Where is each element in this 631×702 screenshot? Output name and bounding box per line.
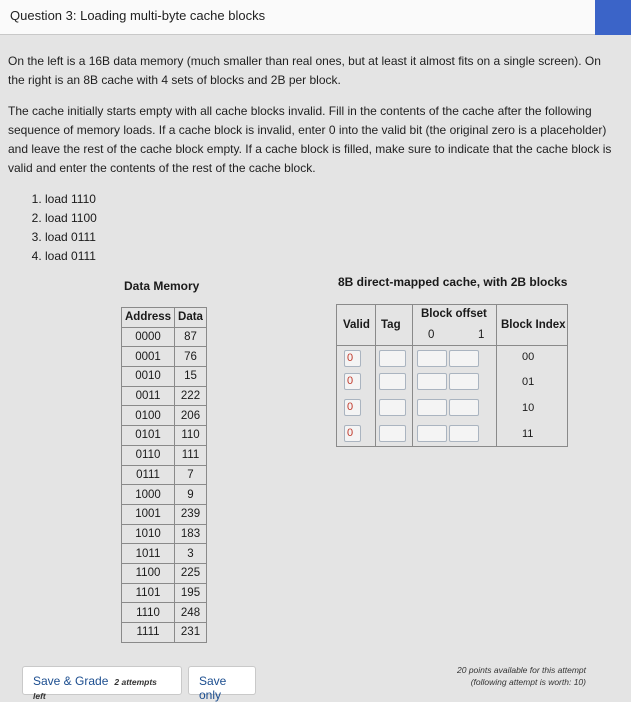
address-header: Address: [122, 308, 175, 328]
address-cell: 1001: [122, 504, 175, 524]
table-row: [122, 524, 207, 544]
table-row: [122, 327, 207, 347]
address-cell: 0101: [122, 426, 175, 446]
block-index-header: Block Index: [501, 319, 566, 331]
table-row: [122, 347, 207, 367]
data-cell: 3: [175, 544, 207, 564]
byte1-input-01[interactable]: [449, 373, 479, 390]
save-only-button[interactable]: Save only: [188, 666, 256, 695]
load-sequence-list: [25, 190, 97, 266]
address-cell: 0110: [122, 445, 175, 465]
tag-input-01[interactable]: [379, 373, 406, 390]
save-and-grade-button[interactable]: [22, 666, 182, 701]
points-next-attempt: (following attempt is worth: 10): [470, 677, 586, 687]
data-cell: 195: [175, 583, 207, 603]
valid-header: Valid: [343, 319, 370, 331]
table-row: [122, 603, 207, 623]
column-divider: [375, 305, 376, 446]
question-title: Question 3: Loading multi-byte cache blocks: [10, 8, 266, 23]
data-cell: 9: [175, 485, 207, 505]
column-divider: [496, 305, 497, 446]
address-cell: 0000: [122, 327, 175, 347]
address-cell: 0001: [122, 347, 175, 367]
byte0-input-11[interactable]: [417, 425, 447, 442]
table-row: [122, 386, 207, 406]
data-memory-title: Data Memory: [124, 279, 200, 293]
table-row: [122, 367, 207, 387]
tag-input-10[interactable]: [379, 399, 406, 416]
data-cell: 239: [175, 504, 207, 524]
address-cell: 1111: [122, 623, 175, 643]
valid-bit-input-10[interactable]: 0: [344, 399, 361, 416]
table-row: [122, 544, 207, 564]
question-header: [0, 0, 631, 35]
valid-bit-input-11[interactable]: 0: [344, 425, 361, 442]
table-row: [122, 485, 207, 505]
data-cell: 206: [175, 406, 207, 426]
byte0-input-00[interactable]: [417, 350, 447, 367]
address-cell: 1101: [122, 583, 175, 603]
tag-header: Tag: [381, 319, 401, 331]
save-and-grade-label: Save & Grade: [33, 674, 109, 688]
header-divider: [337, 345, 567, 346]
data-cell: 222: [175, 386, 207, 406]
table-row: [122, 504, 207, 524]
data-cell: 231: [175, 623, 207, 643]
table-row: [122, 623, 207, 643]
address-cell: 1011: [122, 544, 175, 564]
address-cell: 0111: [122, 465, 175, 485]
byte0-input-10[interactable]: [417, 399, 447, 416]
attempts-left-label: 2 attempts left: [33, 677, 157, 701]
data-cell: 87: [175, 327, 207, 347]
table-row: [122, 563, 207, 583]
data-cell: 183: [175, 524, 207, 544]
data-cell: 110: [175, 426, 207, 446]
block-index-01: 01: [522, 376, 535, 388]
tag-input-00[interactable]: [379, 350, 406, 367]
table-row: [122, 445, 207, 465]
byte1-input-00[interactable]: [449, 350, 479, 367]
block-index-00: 00: [522, 351, 535, 363]
points-info: [457, 664, 586, 688]
list-item: 3. load 0111: [45, 228, 97, 247]
address-cell: 1110: [122, 603, 175, 623]
data-cell: 7: [175, 465, 207, 485]
cache-table: [336, 304, 568, 447]
offset-1-header: 1: [478, 329, 485, 341]
valid-bit-input-01[interactable]: 0: [344, 373, 361, 390]
byte1-input-10[interactable]: [449, 399, 479, 416]
data-memory-table: [121, 307, 207, 643]
intro-paragraph-1: On the left is a 16B data memory (much smaller than real ones, but at least it almost fits on a single screen). On the right is an 8B cache with 4 sets of blocks and 2B per block.: [8, 54, 601, 87]
data-header: Data: [175, 308, 207, 328]
points-available: 20 points available for this attempt: [457, 665, 586, 675]
tag-input-11[interactable]: [379, 425, 406, 442]
address-cell: 1000: [122, 485, 175, 505]
data-cell: 225: [175, 563, 207, 583]
block-index-11: 11: [522, 428, 534, 440]
list-item: 4. load 0111: [45, 247, 97, 266]
data-cell: 15: [175, 367, 207, 387]
address-cell: 1100: [122, 563, 175, 583]
header-accent: [595, 0, 631, 35]
table-row: [122, 406, 207, 426]
block-index-10: 10: [522, 402, 535, 414]
block-offset-header: Block offset: [421, 308, 487, 320]
list-item: 2. load 1100: [45, 209, 97, 228]
valid-bit-input-00[interactable]: 0: [344, 350, 361, 367]
address-cell: 0010: [122, 367, 175, 387]
byte0-input-01[interactable]: [417, 373, 447, 390]
data-cell: 248: [175, 603, 207, 623]
data-cell: 111: [175, 445, 207, 465]
column-divider: [412, 305, 413, 446]
cache-title: 8B direct-mapped cache, with 2B blocks: [338, 275, 568, 289]
data-cell: 76: [175, 347, 207, 367]
address-cell: 0011: [122, 386, 175, 406]
offset-0-header: 0: [428, 329, 435, 341]
table-row: [122, 426, 207, 446]
table-row: [122, 465, 207, 485]
address-cell: 0100: [122, 406, 175, 426]
intro-paragraph-2: The cache initially starts empty with all cache blocks invalid. Fill in the contents of the cache after the following sequence of memory loads. If a cache block is invalid, enter 0 into the valid bit (the original zero is a placeholder) and leave the rest of the cache block empty. If a cache block is filled, make sure to indicate that the cache block is valid and enter the contents of the rest of the cache block.: [8, 104, 612, 175]
table-row: [122, 583, 207, 603]
list-item: 1. load 1110: [45, 190, 97, 209]
byte1-input-11[interactable]: [449, 425, 479, 442]
address-cell: 1010: [122, 524, 175, 544]
